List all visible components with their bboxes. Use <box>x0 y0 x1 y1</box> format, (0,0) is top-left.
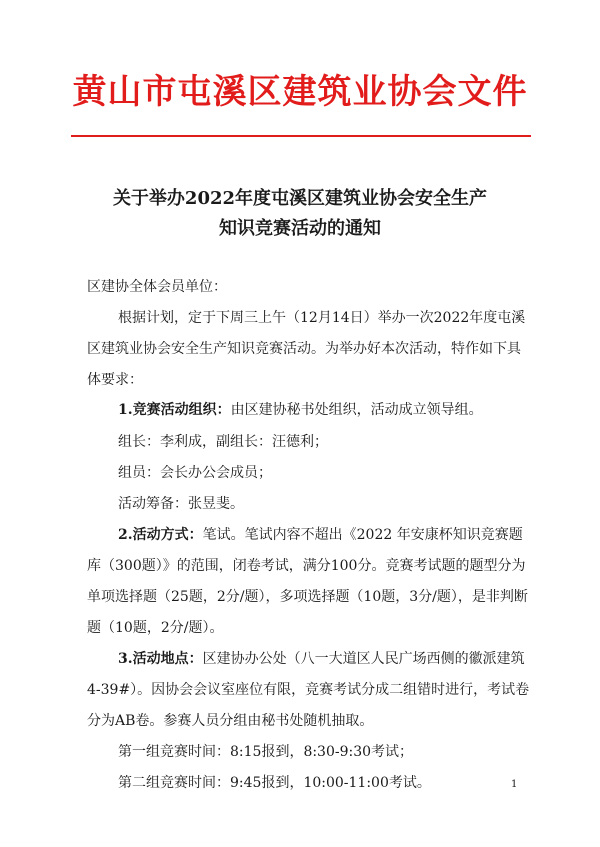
section-3-line-2: 4-39#）。因协会会议室座位有限，竞赛考试分成二组错时进行，考试卷 <box>87 682 530 698</box>
section-3-group-1-time: 第一组竞赛时间：8:15报到，8:30-9:30考试； <box>118 744 414 760</box>
section-3-line-1: 区建协办公处（八一大道区人民广场西侧的徽派建筑 <box>202 651 525 667</box>
document-title-line-1: 关于举办2022年度屯溪区建筑业协会安全生产 <box>112 188 488 209</box>
section-2-line-1: 笔试。笔试内容不超出《2022 年安康杯知识竞赛题 <box>202 527 523 543</box>
section-2-heading: 2.活动方式： <box>118 527 203 543</box>
intro-line-2: 区建筑业协会安全生产知识竞赛活动。为举办好本次活动，特作如下具 <box>87 341 521 357</box>
section-3-heading: 3.活动地点： <box>118 651 203 667</box>
section-3-paragraph <box>118 649 525 669</box>
intro-line-3: 体要求： <box>87 372 143 388</box>
page-number: 1 <box>511 779 518 790</box>
section-1-text: 由区建协秘书处组织，活动成立领导组。 <box>230 402 483 418</box>
document-title-line-2: 知识竞赛活动的通知 <box>219 218 381 239</box>
section-2-line-2: 库（300题）》的范围，闭卷考试，满分100分。竞赛考试题的题型分为 <box>87 558 526 574</box>
salutation: 区建协全体会员单位： <box>87 279 227 295</box>
section-1-paragraph <box>118 400 483 420</box>
section-3-line-3: 分为AB卷。参赛人员分组由秘书处随机抽取。 <box>87 713 374 729</box>
section-1-planner: 活动筹备：张昱斐。 <box>118 496 244 512</box>
section-1-members: 组员：会长办公会成员； <box>118 465 272 481</box>
intro-line-1: 根据计划，定于下周三上午（12月14日）举办一次2022年度屯溪 <box>118 310 526 326</box>
section-2-line-4: 题（10题，2分/题）。 <box>87 620 224 636</box>
section-1-leader: 组长：李利成，副组长：汪德利； <box>118 434 328 450</box>
section-2-line-3: 单项选择题（25题，2分/题），多项选择题（10题，3分/题），是非判断 <box>87 589 528 605</box>
org-masthead-title: 黄山市屯溪区建筑业协会文件 <box>72 72 528 112</box>
section-2-paragraph <box>118 525 523 545</box>
section-3-group-2-time: 第二组竞赛时间：9:45报到，10:00-11:00考试。 <box>118 775 431 791</box>
section-1-heading: 1.竞赛活动组织： <box>118 402 231 418</box>
red-divider-line <box>71 135 531 137</box>
